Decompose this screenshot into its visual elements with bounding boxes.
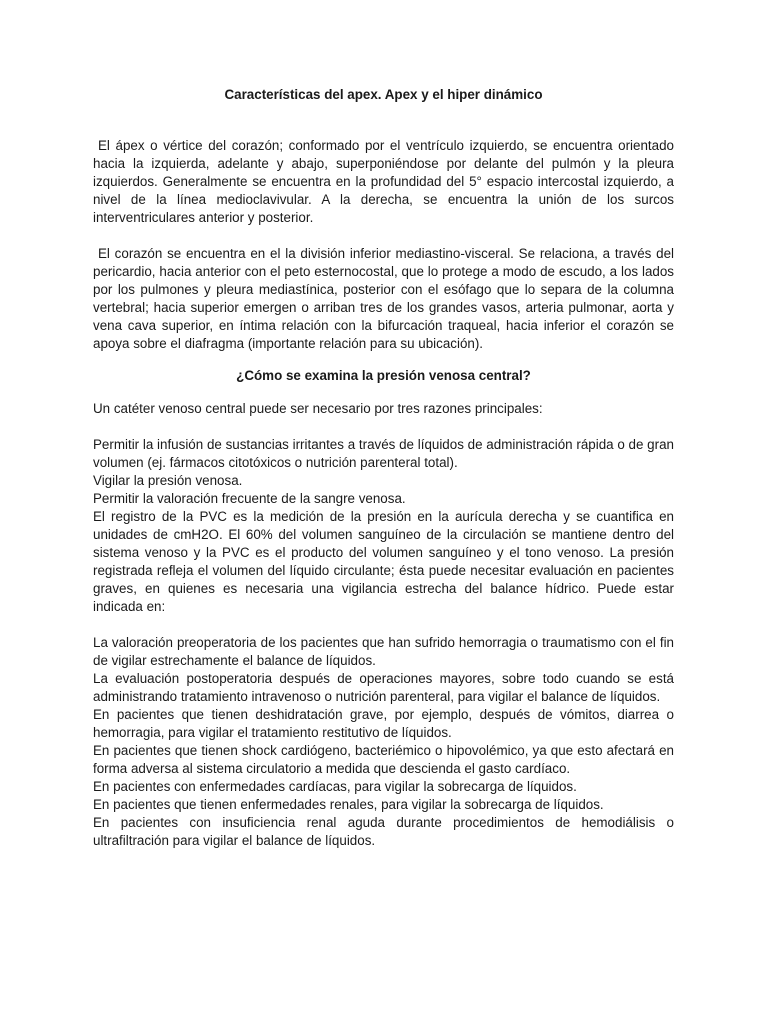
- paragraph-intro: Un catéter venoso central puede ser necesario por tres razones principales:: [93, 401, 543, 416]
- spacer: [93, 227, 674, 245]
- section-title-apex: Características del apex. Apex y el hiper dinámico: [224, 87, 543, 102]
- paragraph-apex: El ápex o vértice del corazón; conformado por el ventrículo izquierdo, se encuentra orientado hacia la izquierda, adelante y abajo, superponiéndose por delante del pulmón y la pleura izquierdos. Generalmente se encuentra en la profundidad del 5° espacio intercostal izquierdo, a nivel de la línea medioclavivular. A la derecha, se encuentra la unión de los surcos interventriculares anterior y posterior.: [93, 138, 674, 225]
- spacer: [93, 418, 674, 436]
- list-item: El registro de la PVC es la medición de la presión en la aurícula derecha y se cuantifica en unidades de cmH2O. El 60% del volumen sanguíneo de la circulación se mantiene dentro del sistema venoso y la PVC es el producto del volumen sanguíneo y el tono venoso. La presión registrada refleja el volumen del líquido circulante; ésta puede necesitar evaluación en pacientes graves, en quienes es necesaria una vigilancia estrecha del balance hídrico. Puede estar indicada en:: [93, 509, 674, 614]
- list-item: En pacientes que tienen shock cardiógeno, bacteriémico o hipovolémico, ya que esto afectará en forma adversa al sistema circulatorio a medida que descienda el gasto cardíaco.: [93, 743, 674, 776]
- paragraph-heart-location: El corazón se encuentra en el la división inferior mediastino-visceral. Se relaciona, a través del pericardio, hacia anterior con el peto esternocostal, que lo protege a modo de escudo, a los lados por los pulmones y pleura mediastínica, posterior con el esófago que lo separa de la columna vertebral; hacia superior emergen o arriban tres de los grandes vasos, arteria pulmonar, aorta y vena cava superior, en íntima relación con la bifurcación traqueal, hacia inferior el corazón se apoya sobre el diafragma (importante relación para su ubicación).: [93, 246, 674, 351]
- section-title-pvc: ¿Cómo se examina la presión venosa central?: [236, 368, 531, 383]
- list-item: Permitir la infusión de sustancias irritantes a través de líquidos de administración rápida o de gran volumen (ej. fármacos citotóxicos o nutrición parenteral total).: [93, 437, 674, 470]
- spacer: [93, 616, 674, 634]
- list-item: La evaluación postoperatoria después de operaciones mayores, sobre todo cuando se está administrando tratamiento intravenoso o nutrición parenteral, para vigilar el balance de líquidos.: [93, 671, 674, 704]
- list-item: En pacientes que tienen enfermedades renales, para vigilar la sobrecarga de líquidos.: [93, 797, 604, 812]
- list-item: La valoración preoperatoria de los pacientes que han sufrido hemorragia o traumatismo con el fin de vigilar estrechamente el balance de líquidos.: [93, 635, 674, 668]
- list-item: Permitir la valoración frecuente de la sangre venosa.: [93, 491, 406, 506]
- indications-list: [93, 634, 674, 850]
- reasons-list: [93, 436, 674, 616]
- list-item: Vigilar la presión venosa.: [93, 473, 243, 488]
- list-item: En pacientes con enfermedades cardíacas, para vigilar la sobrecarga de líquidos.: [93, 779, 577, 794]
- list-item: En pacientes que tienen deshidratación grave, por ejemplo, después de vómitos, diarrea o hemorragia, para vigilar el tratamiento restitutivo de líquidos.: [93, 707, 674, 740]
- list-item: En pacientes con insuficiencia renal aguda durante procedimientos de hemodiálisis o ultrafiltración para vigilar el balance de líquidos.: [93, 815, 674, 848]
